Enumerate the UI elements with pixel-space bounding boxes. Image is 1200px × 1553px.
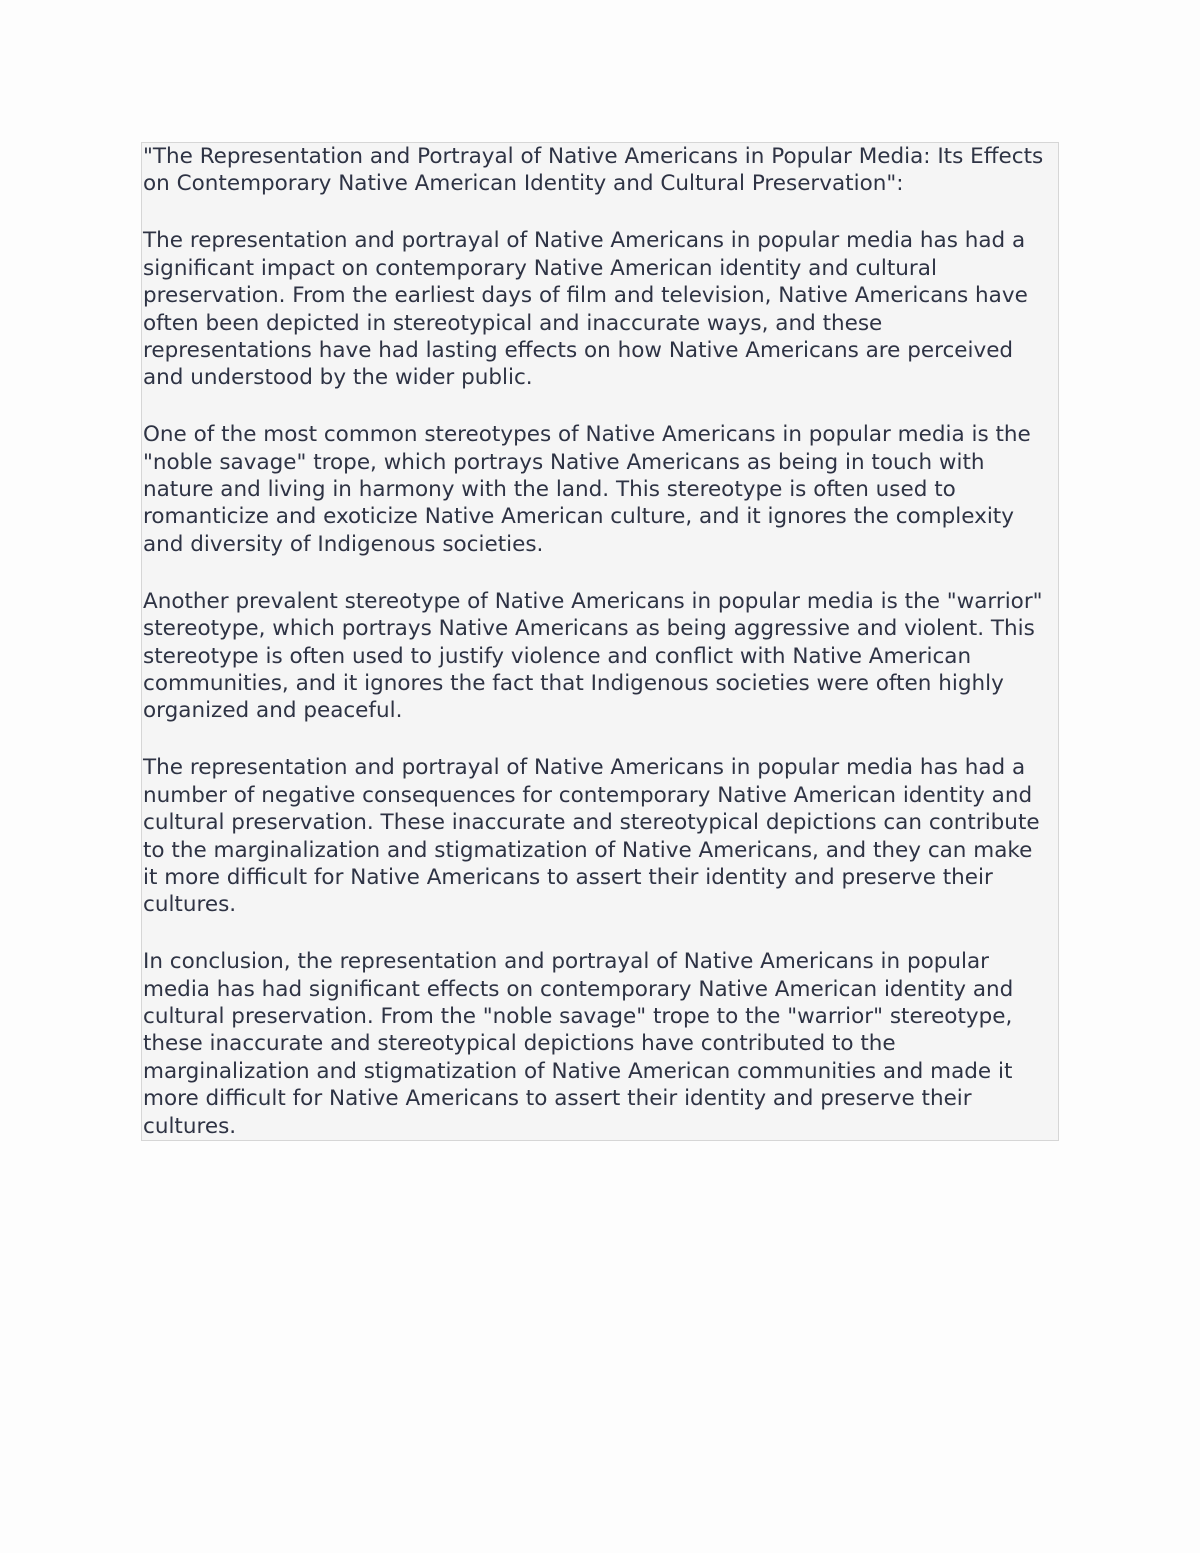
- paragraph-4: The representation and portrayal of Native Americans in popular media has had a number of negative consequences for contemporary Native American identity and cultural preservation. These inaccurate and stereotypical depictions can contribute to the marginalization and stigmatization of Native Americans, and they can make it more difficult for Native Americans to assert their identity and preserve their cultures.: [143, 755, 1040, 918]
- paragraph-3: Another prevalent stereotype of Native Americans in popular media is the "warrior" stereotype, which portrays Native Americans as being aggressive and violent. This stereotype is often used to justify violence and conflict with Native American communities, and it ignores the fact that Indigenous societies were often highly organized and peaceful.: [143, 588, 1043, 724]
- paragraph-2: One of the most common stereotypes of Native Americans in popular media is the "noble savage" trope, which portrays Native Americans as being in touch with nature and living in harmony with the land. This stereotype is often used to romanticize and exoticize Native American culture, and it ignores the complexity and diversity of Indigenous societies.: [143, 422, 1031, 557]
- paragraph-1: The representation and portrayal of Native Americans in popular media has had a significant impact on contemporary Native American identity and cultural preservation. From the earliest days of film and television, Native Americans have often been depicted in stereotypical and inaccurate ways, and these representations have had lasting effects on how Native Americans are perceived and understood by the wider public.: [143, 228, 1028, 391]
- text-block: [141, 142, 1059, 1141]
- document-title: "The Representation and Portrayal of Native Americans in Popular Media: Its Effects on Contemporary Native American Identity and Cultural Preservation":: [143, 144, 1044, 197]
- paragraph-5: In conclusion, the representation and portrayal of Native Americans in popular media has had significant effects on contemporary Native American identity and cultural preservation. From the "noble savage" trope to the "warrior" stereotype, these inaccurate and stereotypical depictions have contributed to the marginalization and stigmatization of Native American communities and made it more difficult for Native Americans to assert their identity and preserve their cultures.: [143, 949, 1014, 1139]
